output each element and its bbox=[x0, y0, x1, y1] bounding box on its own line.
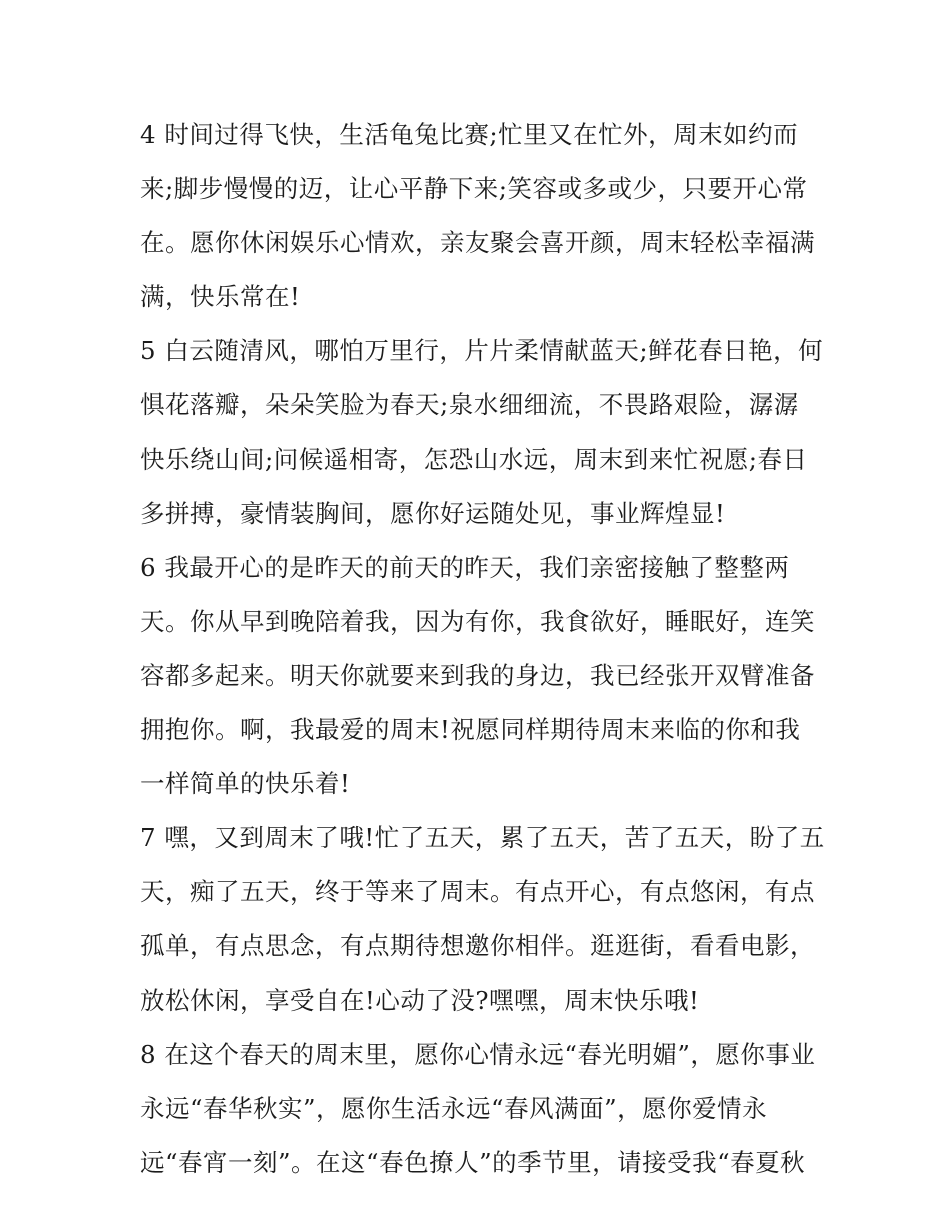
text-line: 6 我最开心的是昨天的前天的昨天，我们亲密接触了整整两 bbox=[140, 552, 790, 582]
text-line: 满，快乐常在! bbox=[140, 282, 301, 312]
text-line: 4 时间过得飞快，生活龟兔比赛;忙里又在忙外，周末如约而 bbox=[140, 120, 799, 149]
text-line: 快乐绕山间;问候遥相寄，怎恐山水远，周末到来忙祝愿;春日 bbox=[140, 444, 808, 474]
text-line: 8 在这个春天的周末里，愿你心情永远“春光明媚”，愿你事业 bbox=[140, 1039, 816, 1069]
text-line: 拥抱你。啊，我最爱的周末!祝愿同样期待周末来临的你和我 bbox=[140, 715, 801, 745]
text-line: 惧花落瓣，朵朵笑脸为春天;泉水细细流，不畏路艰险，潺潺 bbox=[140, 390, 799, 420]
text-line: 天。你从早到晚陪着我，因为有你，我食欲好，睡眠好，连笑 bbox=[140, 606, 815, 636]
text-line: 7 嘿，又到周末了哦!忙了五天，累了五天，苦了五天，盼了五 bbox=[140, 823, 825, 853]
text-line: 孤单，有点思念，有点期待想邀你相伴。逛逛街，看看电影， bbox=[140, 931, 815, 961]
text-line: 5 白云随清风，哪怕万里行，片片柔情献蓝天;鲜花春日艳，何 bbox=[140, 336, 824, 366]
text-line: 来;脚步慢慢的迈，让心平静下来;笑容或多或少，只要开心常 bbox=[140, 174, 808, 204]
text-line: 天，痴了五天，终于等来了周末。有点开心，有点悠闲，有点 bbox=[140, 877, 815, 907]
text-line: 一样简单的快乐着! bbox=[140, 769, 351, 799]
text-line: 多拼搏，豪情装胸间，愿你好运随处见，事业辉煌显! bbox=[140, 498, 726, 528]
text-line: 在。愿你休闲娱乐心情欢，亲友聚会喜开颜，周末轻松幸福满 bbox=[140, 228, 815, 258]
text-line: 放松休闲，享受自在!心动了没?嘿嘿，周末快乐哦! bbox=[140, 985, 700, 1015]
text-line: 永远“春华秋实”，愿你生活永远“春风满面”，愿你爱情永 bbox=[140, 1093, 768, 1123]
text-line: 远“春宵一刻”。在这“春色撩人”的季节里，请接受我“春夏秋 bbox=[140, 1147, 806, 1177]
body-text bbox=[140, 108, 830, 1190]
text-line: 容都多起来。明天你就要来到我的身边，我已经张开双臂准备 bbox=[140, 660, 815, 690]
